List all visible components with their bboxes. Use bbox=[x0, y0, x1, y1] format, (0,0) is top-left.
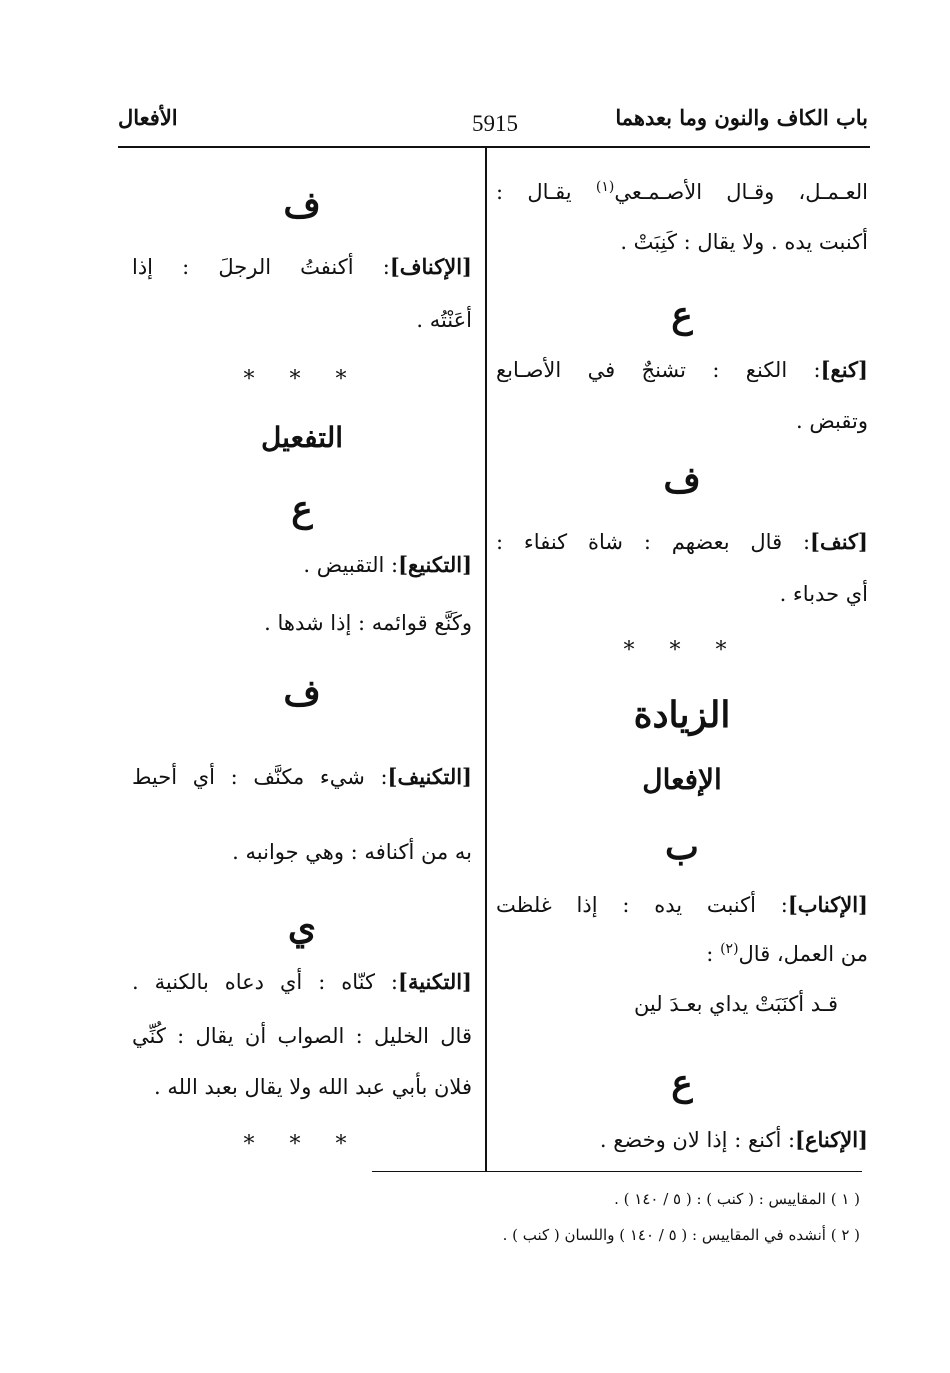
entry-line: من العمل، قال$^{(٢)}$ : bbox=[706, 941, 868, 966]
entry-term: [التكنيع] bbox=[398, 552, 472, 577]
letter-heading: ف bbox=[283, 184, 321, 226]
entry-term: [الإكناب] bbox=[787, 892, 868, 917]
entry-line: [التكنية]: كنّاه : أي دعاه بالكنية . bbox=[132, 969, 472, 994]
entry-line: أعَنْتُه . bbox=[416, 308, 472, 332]
entry-line: وكَنَّع قوائمه : إذا شدها . bbox=[264, 611, 472, 635]
footnote: ( ١ ) المقاييس : ( كنب ) : ( ٥ / ١٤٠ ) . bbox=[614, 1190, 860, 1208]
letter-heading: ف bbox=[663, 459, 701, 501]
letter-heading: ع bbox=[291, 488, 313, 530]
subsection-heading: الإفعال bbox=[642, 763, 722, 796]
entry-term: [التكنية] bbox=[398, 969, 472, 994]
chapter-title: باب الكاف والنون وما بعدهما bbox=[615, 105, 868, 130]
entry-line: [كنف]: قال بعضهم : شاة كنفاء : bbox=[496, 529, 868, 554]
entry-line: [الإكناع]: أكنع : إذا لان وخضع . bbox=[599, 1127, 868, 1152]
entry-line: قال الخليل : الصواب أن يقال : كُنِّي bbox=[132, 1024, 472, 1048]
entry-line: [التكنيف]: شيء مكنَّف : أي أحيط bbox=[132, 764, 472, 789]
page-number: 5915 bbox=[472, 111, 518, 136]
letter-heading: ف bbox=[283, 672, 321, 714]
section-heading: التفعيل bbox=[260, 421, 344, 454]
entry-term: [التكنيف] bbox=[387, 764, 472, 789]
column-divider bbox=[485, 148, 487, 1172]
entry-line: وتقبض . bbox=[795, 409, 868, 433]
letter-heading: ب bbox=[665, 826, 699, 868]
section-heading: الزيادة bbox=[633, 694, 731, 736]
entry-line: أي حدباء . bbox=[779, 582, 868, 606]
entry-term: [كنف] bbox=[810, 529, 868, 554]
entry-line: [كنع]: الكنع : تشنجٌ في الأصـابع bbox=[496, 357, 868, 382]
entry-line: [الإكناب]: أكنبت يده : إذا غلظت bbox=[496, 892, 868, 917]
entry-term: [كنع] bbox=[820, 357, 868, 382]
footnote-rule bbox=[372, 1171, 862, 1172]
letter-heading: ي bbox=[287, 906, 317, 948]
section-running-title: الأفعال bbox=[118, 105, 178, 130]
entry-line: فلان بأبي عبد الله ولا يقال بعبد الله . bbox=[153, 1075, 472, 1099]
footnote-ref[interactable]: (٢) bbox=[720, 941, 739, 957]
entry-term: [الإكناف] bbox=[389, 254, 472, 279]
entry-line: [التكنيع]: التقبيض . bbox=[303, 552, 472, 577]
entry-line: العـمـل، وقـال الأصـمـعي$^{(١)}$ يقـال : bbox=[496, 179, 868, 204]
section-separator: * * * bbox=[243, 367, 361, 392]
right-column bbox=[496, 0, 868, 1170]
entry-line: [الإكناف]: أكنفتُ الرجلَ : إذا bbox=[132, 254, 472, 279]
footnote: ( ٢ ) أنشده في المقاييس : ( ٥ / ١٤٠ ) واللسان ( كنب ) . bbox=[502, 1226, 860, 1244]
section-separator: * * * bbox=[623, 638, 741, 663]
section-separator: * * * bbox=[243, 1132, 361, 1157]
left-column bbox=[132, 0, 472, 1170]
entry-line: به من أكنافه : وهي جوانبه . bbox=[232, 840, 472, 864]
footnote-ref[interactable]: (١) bbox=[595, 179, 615, 195]
entry-line: أكنبت يده . ولا يقال : كَنِبَتْ . bbox=[620, 230, 868, 254]
letter-heading: ع bbox=[671, 294, 693, 336]
letter-heading: ع bbox=[671, 1062, 693, 1104]
verse-line: قـد أكنَبَتْ يداي بعـدَ لين bbox=[633, 992, 838, 1016]
entry-term: [الإكناع] bbox=[795, 1127, 868, 1152]
